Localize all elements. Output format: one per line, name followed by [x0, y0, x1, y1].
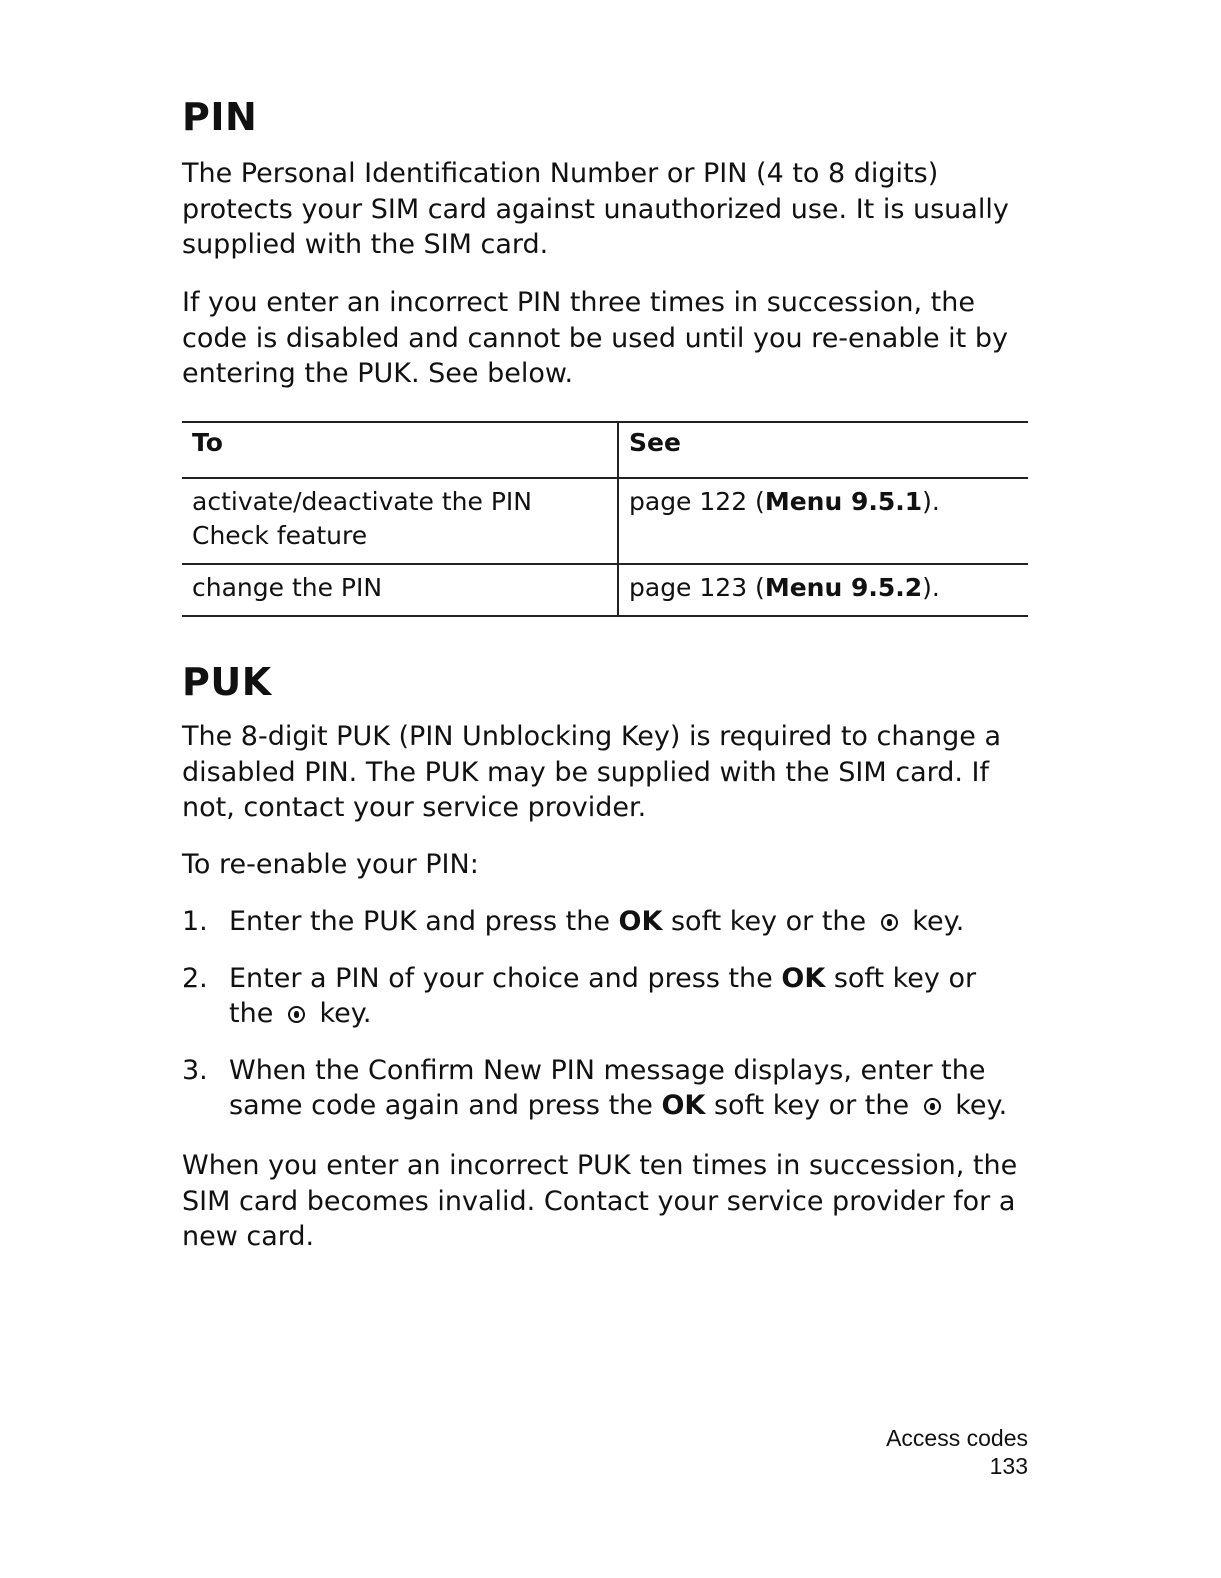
table-header-row [182, 422, 1028, 478]
pin-disabled-note: If you enter an incorrect PIN three times in succession, the code is disabled and cannot be used until you re-enable it by entering the PUK. See below. [182, 287, 1008, 389]
reenable-steps [182, 904, 1028, 1145]
ok-label: OK [618, 906, 663, 937]
menu-reference: Menu 9.5.1 [764, 487, 923, 516]
table-row [182, 564, 1028, 616]
confirm-key-icon [924, 1098, 941, 1115]
cell-to: change the PIN [182, 564, 618, 616]
see-prefix: page 122 ( [629, 487, 765, 516]
page-footer [886, 1424, 1028, 1480]
cell-see [618, 564, 1028, 616]
see-suffix: ). [922, 573, 940, 602]
cell-to: activate/deactivate the PIN Check feature [182, 478, 618, 564]
column-header-see: See [618, 422, 1028, 478]
cell-see [618, 478, 1028, 564]
menu-reference: Menu 9.5.2 [764, 573, 923, 602]
see-prefix: page 123 ( [629, 573, 765, 602]
step-text: key. [903, 906, 965, 937]
ok-label: OK [661, 1090, 706, 1121]
pin-description: The Personal Identification Number or PIN (4 to 8 digits) protects your SIM card against unauthorized use. It is usually supplied with the SIM card. [182, 158, 1009, 260]
list-item [182, 961, 1028, 1032]
step-text: key. [946, 1090, 1008, 1121]
puk-heading: PUK [182, 660, 272, 704]
see-suffix: ). [922, 487, 940, 516]
confirm-key-icon [288, 1006, 305, 1023]
list-item [182, 1053, 1028, 1124]
step-text: When the Confirm New PIN message displays, enter the same code again and press the [229, 1054, 986, 1121]
page-number: 133 [989, 1453, 1028, 1479]
puk-invalid-note: When you enter an incorrect PUK ten times in succession, the SIM card becomes invalid. Contact your service provider for a new card. [182, 1150, 1018, 1252]
list-item [182, 904, 1028, 940]
column-header-to: To [182, 422, 618, 478]
step-number: 1. [182, 906, 208, 937]
table-row [182, 478, 1028, 564]
step-text: soft key or the [229, 962, 977, 1029]
step-number: 2. [182, 962, 208, 994]
confirm-key-icon [881, 914, 898, 931]
pin-reference-table [182, 421, 1028, 617]
reenable-intro: To re-enable your PIN: [182, 849, 479, 880]
ok-label: OK [781, 962, 826, 994]
step-text: soft key or the [705, 1090, 918, 1121]
step-text: soft key or the [662, 906, 875, 937]
section-name: Access codes [886, 1425, 1028, 1451]
step-text: Enter a PIN of your choice and press the [229, 962, 782, 994]
step-text: key. [310, 998, 372, 1029]
step-text: Enter the PUK and press the [229, 906, 619, 937]
puk-description: The 8-digit PUK (PIN Unblocking Key) is required to change a disabled PIN. The PUK may be supplied with the SIM card. If not, contact your service provider. [182, 721, 1002, 823]
pin-heading: PIN [182, 95, 258, 139]
step-number: 3. [182, 1054, 208, 1086]
